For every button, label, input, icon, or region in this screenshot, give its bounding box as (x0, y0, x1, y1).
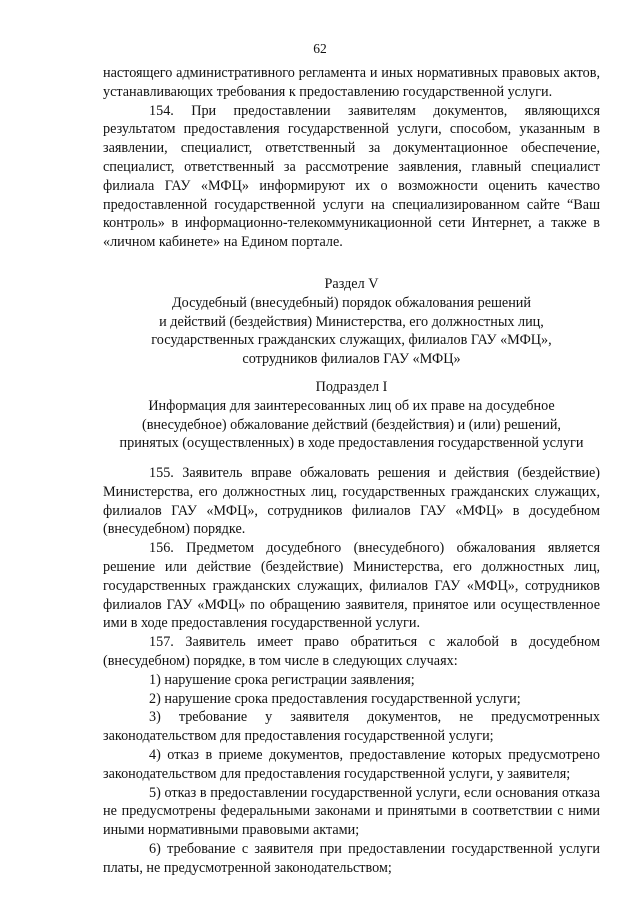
list-item: 6) требование с заявителя при предоставлении государственной услуги платы, не предусмотренной законодательством; (103, 840, 600, 876)
subsection-title-line: (внесудебное) обжалование действий (бездействия) и (или) решений, (142, 416, 561, 433)
continuation-paragraph: настоящего административного регламента и иных нормативных правовых актов, устанавливающих требования к предоставлению государственной услуги. (103, 65, 600, 100)
section-title-line: сотрудников филиалов ГАУ «МФЦ» (242, 351, 461, 368)
subsection-title-line: Информация для заинтересованных лиц об их праве на досудебное (148, 397, 555, 414)
list-item: 2) нарушение срока предоставления государственной услуги; (149, 690, 521, 707)
subsection-title-line: принятых (осуществленных) в ходе предоставления государственной услуги (119, 435, 584, 452)
paragraph-154: 154. При предоставлении заявителям документов, являющихся результатом предоставления государственной услуги, способом, указанным в заявлении, специалист, ответственный за документационное обеспечение, специалист, ответственный за рассмотрение заявления, главный специалист филиала ГАУ «МФЦ» информируют их о возможности оценить качество предоставленной государственной услуги на специализированном сайте “Ваш контроль» в информационно-телекоммуникационной сети Интернет, а также в «личном кабинете» на Едином портале. (103, 102, 600, 251)
list-item: 3) требование у заявителя документов, не предусмотренных законодательством для предоставления государственной услуги; (103, 709, 600, 745)
subsection-label: Подраздел I (315, 379, 388, 395)
paragraph-157: 157. Заявитель имеет право обратиться с жалобой в досудебном (внесудебном) порядке, в том числе в следующих случаях: (103, 634, 600, 669)
list-item: 5) отказ в предоставлении государственной услуги, если основания отказа не предусмотрены федеральными законами и принятыми в соответствии с ними иными нормативными правовыми актами; (103, 784, 600, 839)
section-heading (103, 275, 600, 369)
intro-block (103, 64, 600, 252)
paragraph-156: 156. Предметом досудебного (внесудебного) обжалования является решение или действие (бездействие) Министерства, его должностных лиц, государственных гражданских служащих, филиалов ГАУ «МФЦ», сотрудников филиалов ГАУ «МФЦ» по обращению заявителя, принятое или осуществленное ими в ходе предоставления государственной услуги. (103, 540, 600, 632)
section-label: Раздел V (324, 276, 379, 292)
list-item: 1) нарушение срока регистрации заявления; (149, 671, 415, 688)
paragraph-155: 155. Заявитель вправе обжаловать решения и действия (бездействие) Министерства, его должностных лиц, государственных гражданских служащих, филиалов ГАУ «МФЦ», сотрудников филиалов ГАУ «МФЦ» в досудебном (внесудебном) порядке. (103, 465, 600, 538)
section-title-line: Досудебный (внесудебный) порядок обжалования решений (171, 294, 531, 311)
subsection-heading (103, 378, 600, 453)
body-block (103, 464, 600, 878)
section-title-line: государственных гражданских служащих, филиалов ГАУ «МФЦ», (151, 332, 552, 349)
section-title-line: и действий (бездействия) Министерства, его должностных лиц, (159, 313, 544, 330)
list-item: 4) отказ в приеме документов, предоставление которых предусмотрено законодательством для предоставления государственной услуги, у заявителя; (103, 746, 600, 782)
page-number: 62 (313, 41, 327, 56)
